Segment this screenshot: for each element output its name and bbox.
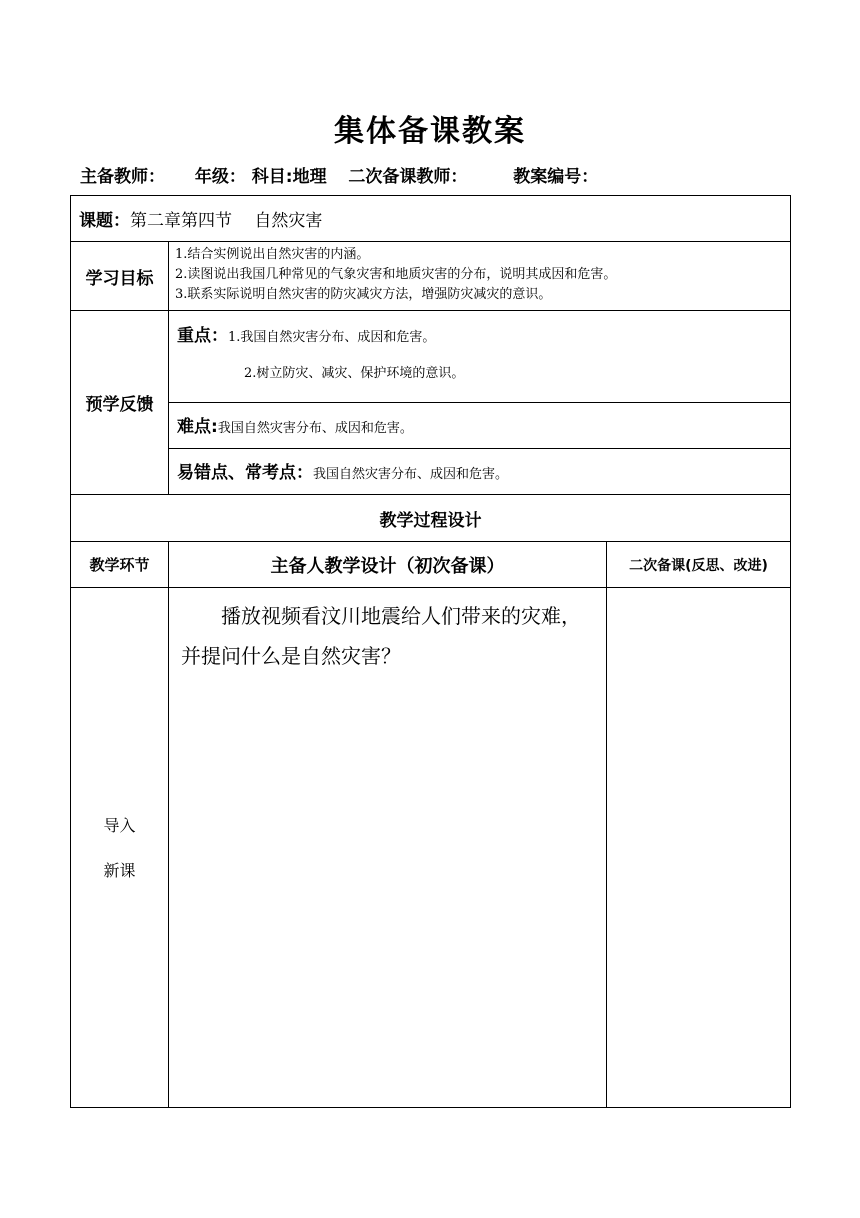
lesson-label: 课题： (79, 211, 130, 231)
lesson-plan-table (70, 195, 791, 1108)
intro-section-name (71, 588, 169, 1108)
subject-label: 科目:地理 (251, 167, 327, 187)
goals-list (169, 242, 791, 311)
col-second-design: 二次备课(反思、改进) (607, 542, 791, 588)
lesson-row (71, 196, 791, 242)
main-teacher-label: 主备教师： (80, 167, 165, 187)
error-points-row (71, 449, 791, 495)
second-design-cell (607, 588, 791, 1108)
intro-text: 播放视频看汶川地震给人们带来的灾难，并提问什么是自然灾害？ (181, 604, 581, 668)
header-meta (80, 162, 598, 187)
goal-item: 2.读图说出我国几种常见的气象灾害和地质灾害的分布，说明其成因和危害。 (175, 267, 617, 282)
grade-label: 年级： (194, 167, 246, 187)
goals-row (71, 242, 791, 311)
preview-label: 预学反馈 (71, 311, 169, 495)
error-points-label: 易错点、常考点： (177, 463, 313, 483)
key-point-item: 1.我国自然灾害分布、成因和危害。 (228, 330, 436, 345)
lesson-value: 第二章第四节 自然灾害 (130, 211, 323, 231)
intro-section-row (71, 588, 791, 1108)
goals-label: 学习目标 (71, 242, 169, 311)
lesson-cell (71, 196, 791, 242)
process-heading: 教学过程设计 (71, 495, 791, 542)
error-points-cell (169, 449, 791, 495)
goal-item: 3.联系实际说明自然灾害的防灾减灾方法，增强防灾减灾的意识。 (175, 287, 552, 302)
difficult-points-label: 难点: (177, 417, 218, 437)
section-name-line2: 新课 (103, 860, 136, 880)
intro-section-content (169, 588, 607, 1108)
process-columns-row (71, 542, 791, 588)
key-points-cell (169, 311, 791, 403)
difficult-points-value: 我国自然灾害分布、成因和危害。 (217, 421, 413, 436)
col-teaching-step: 教学环节 (71, 542, 169, 588)
difficult-points-cell (169, 403, 791, 449)
section-name-line1: 导入 (103, 815, 136, 835)
document-title: 集体备课教案 (334, 114, 526, 149)
goal-item: 1.结合实例说出自然灾害的内涵。 (175, 247, 370, 262)
process-heading-row (71, 495, 791, 542)
key-point-item: 2.树立防灾、减灾、保护环境的意识。 (244, 366, 465, 381)
plan-number-label: 教案编号： (513, 167, 599, 187)
second-teacher-label: 二次备课教师： (348, 167, 468, 187)
col-main-design: 主备人教学设计（初次备课） (169, 542, 607, 588)
difficult-points-row (71, 403, 791, 449)
key-points-label: 重点： (177, 326, 228, 346)
key-points-row (71, 311, 791, 403)
error-points-value: 我国自然灾害分布、成因和危害。 (313, 467, 509, 482)
